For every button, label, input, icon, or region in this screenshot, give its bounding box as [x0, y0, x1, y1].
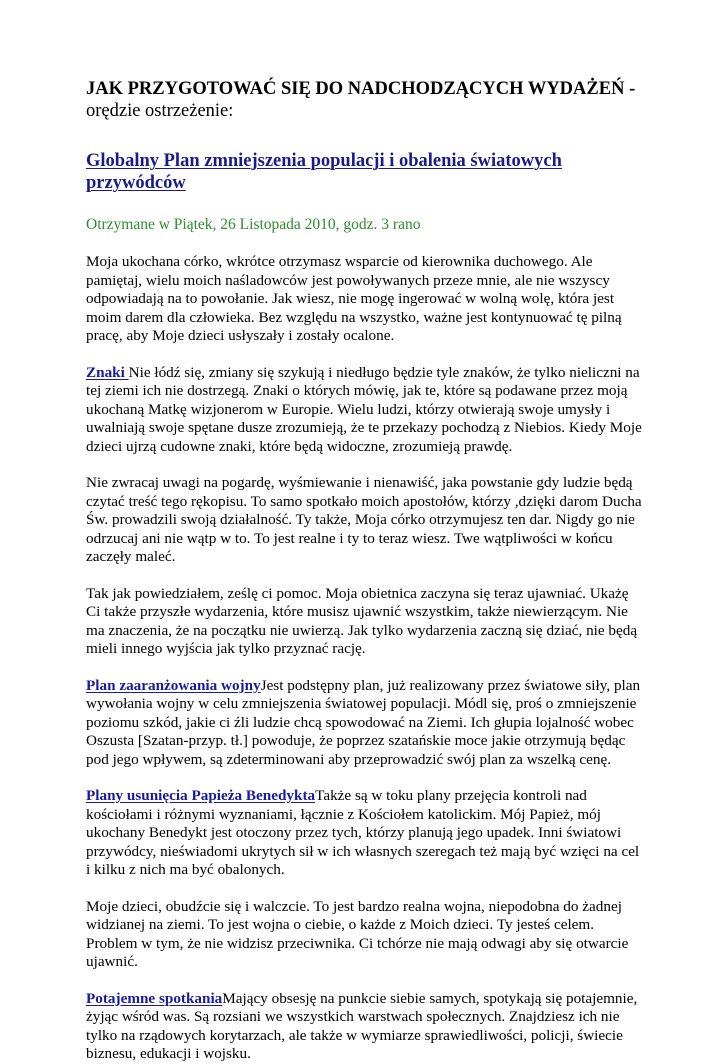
- section-link-spotkania[interactable]: Potajemne spotkania: [86, 989, 223, 1007]
- paragraph: [86, 474, 642, 567]
- paragraph: [86, 990, 642, 1064]
- paragraph-text: Nie łódź się, zmiany się szykują i niedługo będzie tyle znaków, że tylko nieliczni na tej ziemi ich nie dostrzegą. Znaki o których mówię, jak te, które są podawane przez moją ukochaną Matkę wizjonerom w Europie. Wielu ludzi, którzy otwierają swoje umysły i uwalniają swoje spętane dusze zrozumieją, że te przekazy pochodzą z Niebios. Kiedy Moje dzieci ujrzą cudowne znaki, które będą widoczne, zrozumieją prawdę.: [86, 363, 642, 455]
- paragraph: [86, 787, 642, 880]
- title-rest: orędzie ostrzeżenie:: [86, 101, 234, 121]
- paragraph-text: Jest podstępny plan, już realizowany przez światowe siły, plan wywołania wojny w celu zmniejszenia światowej populacji. Módl się, proś o zmniejszenie poziomu szkód, jakie ci źli ludzie chcą spowodować na Ziemi. Ich głupia lojalność wobec Oszusta [Szatan-przyp. tł.] powoduje, że poprzez szatańskie moce jakie otrzymują będąc pod jego wpływem, są zdeterminowani aby przeprowadzić swój plan za wszelką cenę.: [86, 676, 641, 768]
- paragraph: [86, 253, 642, 346]
- section-link-plan-wojny[interactable]: Plan zaaranżowania wojny: [86, 676, 261, 694]
- paragraph-text: Tak jak powiedziałem, ześlę ci pomoc. Moja obietnica zaczyna się teraz ujawniać. Ukażę Ci także przyszłe wydarzenia, które musisz ujawnić wszystkim, także niewierzącym. Nie ma znaczenia, że na początku nie uwierzą. Jak tylko wydarzenia zaczną się dziać, nie będą mieli innego wyjścia jak tylko przyznać rację.: [86, 584, 638, 657]
- document-subtitle: Globalny Plan zmniejszenia populacji i obalenia światowych przywódców: [86, 151, 562, 193]
- paragraph: [86, 585, 642, 659]
- paragraph: [86, 364, 642, 457]
- document-page: [86, 78, 642, 1064]
- paragraph-text: Moja ukochana córko, wkrótce otrzymasz wsparcie od kierownika duchowego. Ale pamiętaj, wielu moich naśladowców jest powoływanych przeze mnie, ale nie wszyscy odpowiadają na to powołanie. Jak wiesz, nie mogę ingerować w wolną wolę, która jest moim darem dla człowieka. Bez względu na wszystko, ważne jest kontynuować tę pilną pracę, aby Moje dzieci usłyszały i zostały ocalone.: [86, 253, 622, 344]
- document-title: [86, 78, 642, 122]
- title-bold: JAK PRZYGOTOWAĆ SIĘ DO NADCHODZĄCYCH WYDAŻEŃ -: [86, 79, 636, 99]
- section-link-papiez[interactable]: Plany usunięcia Papieża Benedykta: [86, 787, 316, 804]
- paragraph: [86, 898, 642, 972]
- section-link-znaki[interactable]: Znaki: [86, 363, 129, 381]
- paragraph-text: Nie zwracaj uwagi na pogardę, wyśmiewanie i nienawiść, jaka powstanie gdy ludzie będą czytać treść tego rękopisu. To samo spotkało moich apostołów, którzy ,dzięki darom Ducha Św. prowadzili swoją działalność. Ty także, Moja córko otrzymujesz ten dar. Nigdy go nie odrzucaj ani nie wątp w to. To jest realne i ty to teraz wiesz. Twe wątpliwości w końcu zaczęły maleć.: [86, 474, 642, 565]
- paragraph-text: Moje dzieci, obudźcie się i walczcie. To jest bardzo realna wojna, niepodobna do żadnej widzianej na ziemi. To jest wojna o ciebie, o każde z Moich dzieci. Ty jesteś celem. Problem w tym, że nie widzisz przeciwnika. Ci tchórze nie mają odwagi aby się otwarcie ujawnić.: [86, 897, 629, 970]
- paragraph: [86, 677, 642, 770]
- paragraph-text: Także są w toku plany przejęcia kontroli nad kościołami i różnymi wyznaniami, łącznie z Kościołem katolickim. Mój Papież, mój ukochany Benedykt jest otoczony przez tych, którzy planują jego upadek. Inni światowi przywódcy, nieświadomi ukrytych sił w ich własnych szeregach też mają być wzięci na cel i kilku z nich ma być obalonych.: [86, 787, 640, 878]
- received-date: Otrzymane w Piątek, 26 Listopada 2010, godz. 3 rano: [86, 216, 421, 233]
- paragraph-text: Mający obsesję na punkcie siebie samych, spotykają się potajemnie, żyjąc wśród was. Są rozsiani we wszystkich warstwach społecznych. Znajdziesz ich nie tylko na rządowych korytarzach, ale także w wymiarze sprawiedliwości, policji, świecie biznesu, edukacji i wojsku.: [86, 989, 638, 1062]
